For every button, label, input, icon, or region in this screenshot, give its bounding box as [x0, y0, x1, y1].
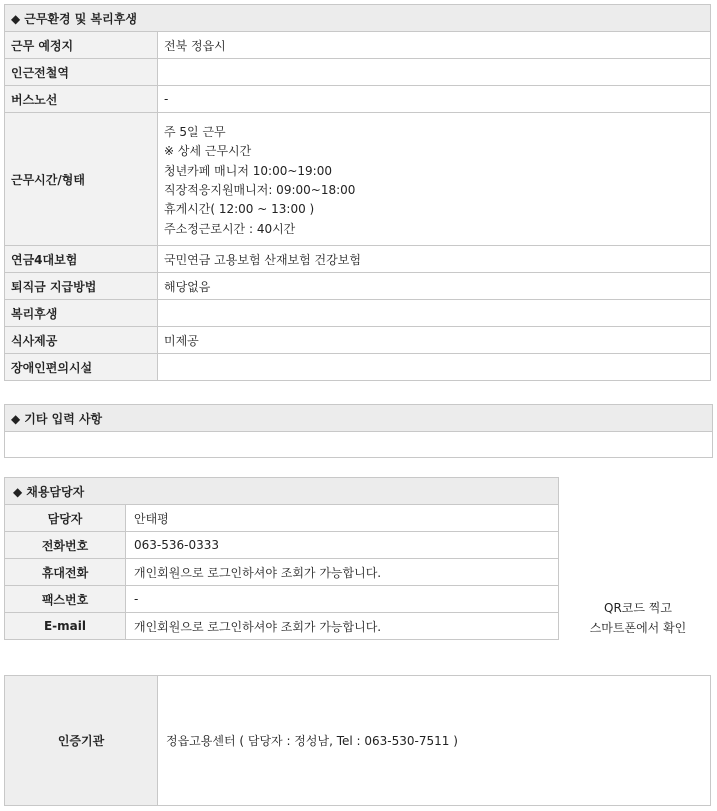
row-label: 버스노선 [5, 86, 158, 113]
diamond-icon: ◆ [13, 484, 23, 499]
row-value [158, 300, 711, 327]
other-info-value [5, 432, 713, 458]
section-header-work-environment [5, 5, 711, 32]
table-row [5, 300, 711, 327]
row-label: 장애인편의시설 [5, 354, 158, 381]
row-label: 휴대전화 [5, 559, 126, 586]
row-label: 인근전철역 [5, 59, 158, 86]
row-label: 담당자 [5, 505, 126, 532]
table-row [5, 613, 559, 640]
table-row [5, 59, 711, 86]
table-row [5, 505, 559, 532]
row-label: 전화번호 [5, 532, 126, 559]
row-value: 안태평 [126, 505, 559, 532]
table-row [5, 532, 559, 559]
work-hours-line: 주소정근로시간 : 40시간 [164, 221, 296, 236]
row-value [158, 354, 711, 381]
row-value: 해당없음 [158, 273, 711, 300]
table-row [5, 327, 711, 354]
other-info-table [4, 404, 713, 458]
row-value: 미제공 [158, 327, 711, 354]
certification-label: 인증기관 [5, 676, 158, 806]
row-value: 국민연금 고용보험 산재보험 건강보험 [158, 246, 711, 273]
work-hours-line: 주 5일 근무 [164, 125, 226, 140]
diamond-icon: ◆ [11, 11, 21, 26]
qr-caption [564, 598, 712, 638]
table-row [5, 559, 559, 586]
work-hours-line: ※ 상세 근무시간 [164, 144, 252, 159]
row-label: 근무시간/형태 [5, 113, 158, 246]
work-hours-line: 휴게시간( 12:00 ~ 13:00 ) [164, 202, 315, 217]
section-title: 근무환경 및 복리후생 [24, 11, 137, 26]
table-row [5, 32, 711, 59]
row-value: 개인회원으로 로그인하셔야 조회가 가능합니다. [126, 559, 559, 586]
row-value: - [158, 86, 711, 113]
section-title: 채용담당자 [26, 484, 85, 499]
row-label: 복리후생 [5, 300, 158, 327]
work-environment-table [4, 4, 711, 381]
row-label: 식사제공 [5, 327, 158, 354]
row-label: E-mail [5, 613, 126, 640]
table-row [5, 246, 711, 273]
qr-caption-line: QR코드 찍고 [604, 601, 672, 615]
row-label: 연금4대보험 [5, 246, 158, 273]
section-title: 기타 입력 사항 [24, 411, 103, 426]
row-value: 개인회원으로 로그인하셔야 조회가 가능합니다. [126, 613, 559, 640]
row-value: 063-536-0333 [126, 532, 559, 559]
row-value: 전북 정읍시 [158, 32, 711, 59]
row-value: - [126, 586, 559, 613]
table-row [5, 273, 711, 300]
table-row [5, 86, 711, 113]
certification-value: 정읍고용센터 ( 담당자 : 정성남, Tel : 063-530-7511 ) [158, 676, 711, 806]
row-label: 퇴직금 지급방법 [5, 273, 158, 300]
row-label: 근무 예정지 [5, 32, 158, 59]
qr-caption-line: 스마트폰에서 확인 [589, 621, 687, 635]
work-hours-line: 청년카페 매니저 10:00~19:00 [164, 163, 332, 178]
table-row-work-hours [5, 113, 711, 246]
row-value [158, 59, 711, 86]
row-label: 팩스번호 [5, 586, 126, 613]
work-hours-details [158, 113, 711, 246]
table-row [5, 354, 711, 381]
work-hours-line: 직장적응지원매니저: 09:00~18:00 [164, 183, 356, 197]
section-header-recruiter [5, 478, 559, 505]
section-header-other [5, 405, 713, 432]
recruiter-table [4, 477, 559, 640]
certification-table [4, 675, 711, 806]
table-row [5, 586, 559, 613]
diamond-icon: ◆ [11, 411, 21, 426]
